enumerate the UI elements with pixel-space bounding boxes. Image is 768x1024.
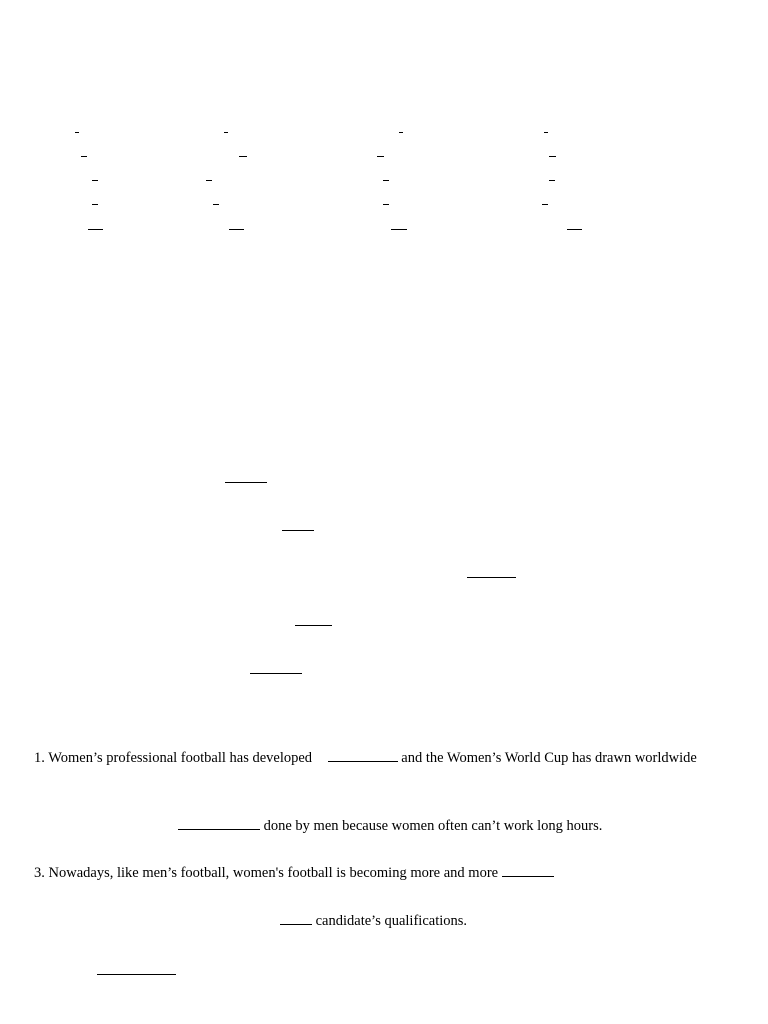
sentence-3 <box>34 864 554 882</box>
sentence-text: Women’s professional football has developed <box>48 750 313 766</box>
answer-blank[interactable] <box>280 923 312 925</box>
answer-blank[interactable] <box>328 760 398 762</box>
sentence-number: 1. <box>34 750 45 766</box>
grid-blank[interactable] <box>383 204 389 205</box>
grid-blank[interactable] <box>92 204 98 205</box>
grid-blank[interactable] <box>224 132 228 133</box>
middle-blank[interactable] <box>467 577 516 578</box>
grid-blank[interactable] <box>549 156 556 157</box>
middle-blank[interactable] <box>225 482 267 483</box>
grid-blank[interactable] <box>542 204 548 205</box>
grid-blank[interactable] <box>88 229 103 230</box>
middle-blank[interactable] <box>282 530 314 531</box>
grid-blank[interactable] <box>391 229 407 230</box>
sentence-text: done by men because women often can’t work long hours. <box>263 818 603 834</box>
grid-blank[interactable] <box>567 229 582 230</box>
sentence-4 <box>280 912 467 930</box>
middle-blank[interactable] <box>295 625 332 626</box>
sentence-text: and the Women’s World Cup has drawn worldwide <box>401 750 697 766</box>
middle-blank[interactable] <box>250 673 302 674</box>
grid-blank[interactable] <box>399 132 403 133</box>
grid-blank[interactable] <box>377 156 384 157</box>
grid-blank[interactable] <box>549 180 555 181</box>
answer-blank[interactable] <box>178 828 260 830</box>
grid-blank[interactable] <box>544 132 548 133</box>
answer-blank[interactable] <box>502 875 554 877</box>
grid-blank[interactable] <box>383 180 389 181</box>
sentence-text: Nowadays, like men’s football, women's football is becoming more and more <box>48 865 499 881</box>
grid-blank[interactable] <box>213 204 219 205</box>
grid-blank[interactable] <box>75 132 79 133</box>
sentence-1 <box>34 749 697 767</box>
grid-blank[interactable] <box>239 156 247 157</box>
grid-blank[interactable] <box>229 229 244 230</box>
answer-blank[interactable] <box>97 974 176 975</box>
sentence-2 <box>178 817 602 835</box>
grid-blank[interactable] <box>92 180 98 181</box>
grid-blank[interactable] <box>206 180 212 181</box>
grid-blank[interactable] <box>81 156 87 157</box>
sentence-text: candidate’s qualifications. <box>315 913 468 929</box>
sentence-number: 3. <box>34 865 45 881</box>
